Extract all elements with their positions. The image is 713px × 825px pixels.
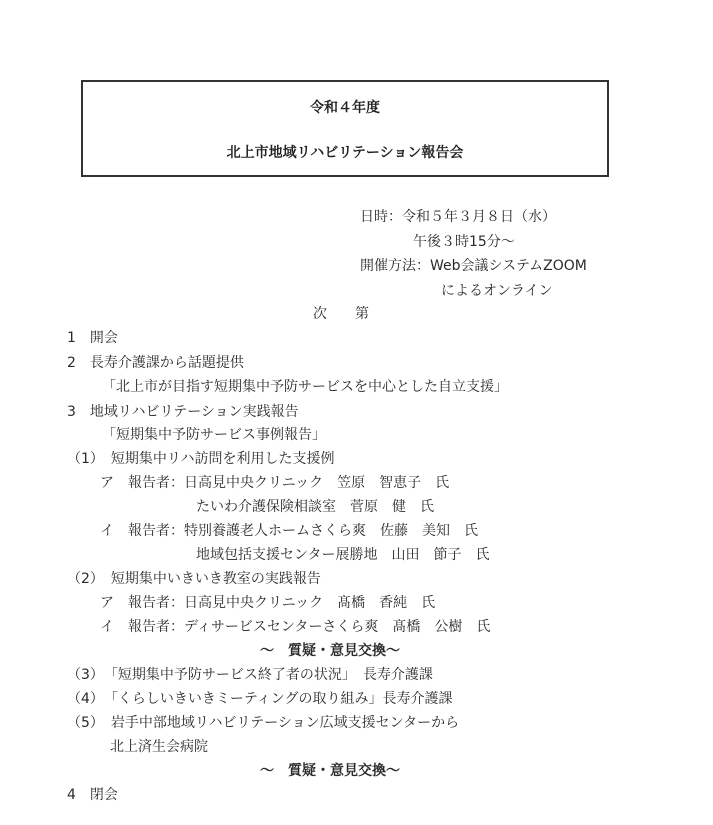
date-line: 日時：令和５年３月８日（水）	[360, 209, 556, 225]
part-1-reporter-i2: 地域包括支援センター展勝地 山田 節子 氏	[196, 547, 490, 563]
qa-line-1: ～ 質疑・意見交換～	[260, 643, 400, 659]
part-3: （3） 「短期集中予防サービス終了者の状況」 長寿介護課	[67, 667, 433, 683]
part-2-reporter-i: イ 報告者：ディサービスセンターさくら爽 髙橋 公樹 氏	[100, 619, 491, 635]
agenda-item-3: 3 地域リハビリテーション実践報告	[67, 404, 299, 420]
time-line: 午後３時15分～	[413, 234, 515, 250]
agenda-item-2: 2 長寿介護課から話題提供	[67, 355, 244, 371]
agenda-item-2-sub: 「北上市が目指す短期集中予防サービスを中心とした自立支援」	[102, 379, 508, 395]
part-1-reporter-a: ア 報告者：日高見中央クリニック 笠原 智恵子 氏	[100, 475, 450, 491]
part-5: （5） 岩手中部地域リハビリテーション広域支援センターから	[67, 715, 460, 731]
agenda-item-3-sub: 「短期集中予防サービス事例報告」	[102, 427, 326, 443]
qa-line-2: ～ 質疑・意見交換～	[260, 763, 400, 779]
part-4: （4） 「くらしいきいきミーティングの取り組み」長寿介護課	[67, 691, 453, 707]
title-box	[81, 80, 609, 177]
agenda-item-1: 1 開会	[67, 330, 118, 346]
year-title: 令和４年度	[310, 100, 380, 116]
part-1-reporter-i: イ 報告者：特別養護老人ホームさくら爽 佐藤 美知 氏	[100, 523, 478, 539]
event-title: 北上市地域リハビリテーション報告会	[226, 145, 464, 161]
agenda-item-4: 4 閉会	[67, 787, 118, 803]
part-2: （2） 短期集中いきいき教室の実践報告	[67, 571, 321, 587]
method-line: 開催方法：Web会議システムZOOM	[360, 258, 587, 274]
method-line-2: によるオンライン	[441, 283, 553, 299]
part-1: （1） 短期集中リハ訪問を利用した支援例	[67, 451, 335, 467]
part-2-reporter-a: ア 報告者：日高見中央クリニック 髙橋 香純 氏	[100, 595, 436, 611]
part-1-reporter-a2: たいわ介護保険相談室 菅原 健 氏	[196, 499, 434, 515]
part-5-sub: 北上済生会病院	[110, 739, 208, 755]
agenda-title: 次 第	[313, 306, 369, 322]
